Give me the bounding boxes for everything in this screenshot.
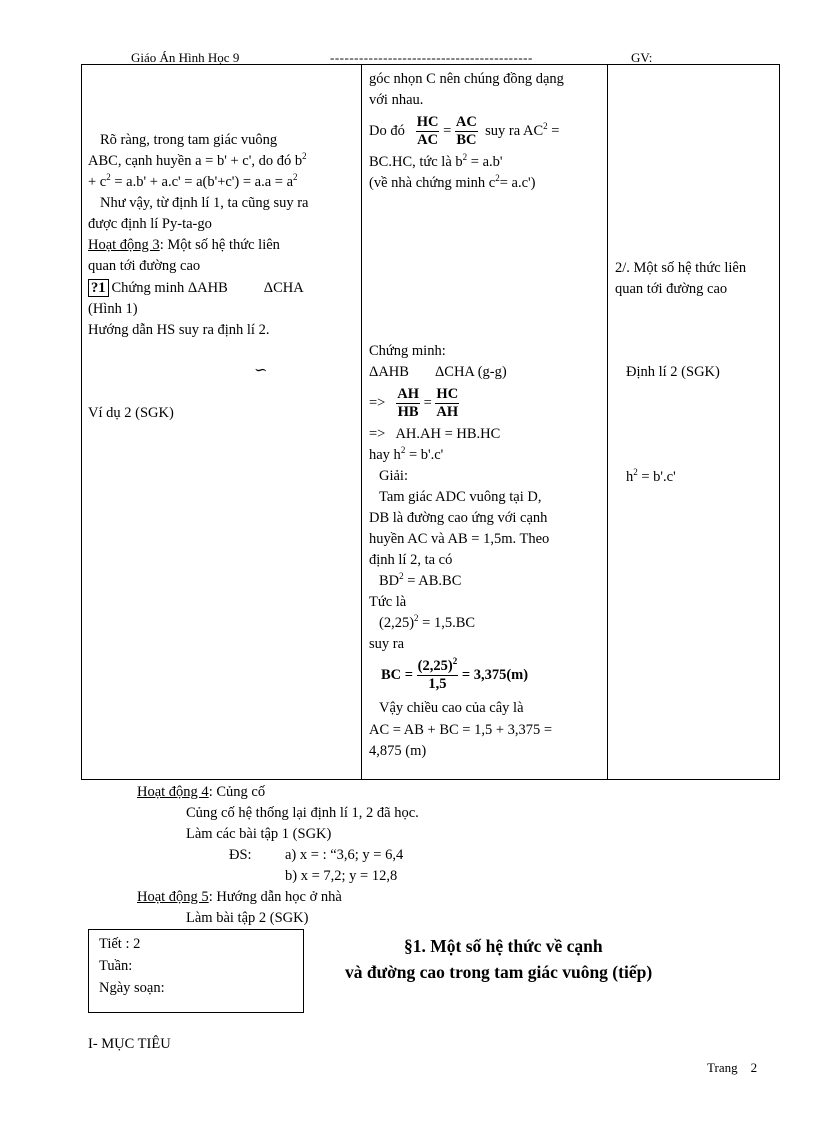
- lesson-table: [81, 64, 780, 780]
- col1-line-2: ABC, cạnh huyền a = b' + c', do đó $b^2$: [88, 151, 307, 169]
- proof-line-3: => AH.AH = HB.HC: [369, 426, 501, 442]
- activity-5-heading: Hoạt động 5: Hướng dẫn học ở nhà: [137, 889, 342, 905]
- lesson-date: Ngày soạn:: [99, 980, 165, 996]
- similar-triangles: ΔAHB ΔCHA (g-g): [369, 364, 507, 380]
- solution-label: Giải:: [379, 468, 408, 484]
- col1-line-5: được định lí Py-ta-go: [88, 216, 212, 232]
- column-divider-2: [607, 65, 608, 779]
- fraction-bc: $\frac{(2,25)^2}{1,5}$: [417, 656, 458, 693]
- proof-ratio-line: => $\frac{AH}{HB}$ = $\frac{HC}{AH}$: [369, 386, 459, 421]
- solution-line-7: $(2,25)^2 = 1,5.BC$: [379, 613, 476, 631]
- col2-line-4: BC.HC, tức là $b^2 = a.b'$: [369, 152, 503, 170]
- col1-line-4: Như vậy, từ định lí 1, ta cũng suy ra: [100, 195, 309, 211]
- col1-line-7: quan tới đường cao: [88, 258, 201, 274]
- solution-line-5: $BD^2 = AB.BC$: [379, 571, 462, 589]
- solution-line-8: suy ra: [369, 636, 405, 652]
- solution-line-3: huyền AC và AB = 1,5m. Theo: [369, 531, 550, 547]
- solution-line-2: DB là đường cao ứng với cạnh: [369, 510, 548, 526]
- solution-line-1: Tam giác ADC vuông tại D,: [379, 489, 542, 505]
- col2-ratio-line: Do đó $\frac{HC}{AC}$ = $\frac{AC}{BC}$ suy ra $AC^2$ =: [369, 114, 560, 149]
- solution-line-12: 4,875 (m): [369, 743, 427, 759]
- solution-line-10: Vậy chiều cao của cây là: [379, 700, 524, 716]
- col1-line-1: Rõ ràng, trong tam giác vuông: [100, 132, 278, 148]
- review-line: Củng cố hệ thống lại định lí 1, 2 đã học.: [186, 805, 419, 821]
- theorem-2-formula: $h^2 = b'.c'$: [626, 467, 676, 485]
- proof-label: Chứng minh:: [369, 343, 446, 359]
- section-2-heading-2: quan tới đường cao: [615, 281, 728, 297]
- answer-label: ĐS:: [229, 847, 252, 863]
- activity-4-heading: Hoạt động 4: Củng cố: [137, 784, 266, 800]
- section-2-heading-1: 2/. Một số hệ thức liên: [615, 260, 747, 276]
- fraction-ah-hb: $\frac{AH}{HB}$: [397, 386, 419, 421]
- answer-a: a) x = : “3,6; y = 6,4: [285, 847, 404, 863]
- question-box: ?1: [88, 279, 109, 297]
- question-1: ?1 Chứng minh ΔAHB ΔCHA: [88, 278, 304, 298]
- fraction-ac-bc: $\frac{AC}{BC}$: [455, 114, 477, 149]
- solution-line-11: AC = AB + BC = 1,5 + 3,375 =: [369, 722, 553, 738]
- header-title: Giáo Án Hình Học 9: [131, 50, 240, 65]
- solution-line-6: Tức là: [369, 594, 407, 610]
- footer-page: Trang 2: [707, 1060, 758, 1075]
- bc-formula: BC = $\frac{(2,25)^2}{1,5}$ = 3,375(m): [381, 656, 529, 693]
- col1-line-9: (Hình 1): [88, 301, 138, 317]
- proof-line-4: hay $h^2 = b'.c'$: [369, 445, 444, 463]
- section-objectives: I- MỤC TIÊU: [88, 1036, 171, 1052]
- col2-line-1: góc nhọn C nên chúng đồng dạng: [369, 71, 564, 87]
- lesson-info-box: [88, 929, 304, 1013]
- answer-b: b) x = 7,2; y = 12,8: [285, 868, 398, 884]
- example-2-label: Ví dụ 2 (SGK): [88, 405, 174, 421]
- similar-symbol: ∽: [254, 362, 268, 379]
- lesson-title-line-1: §1. Một số hệ thức về cạnh: [404, 936, 603, 956]
- lesson-period: Tiết : 2: [99, 936, 141, 952]
- col1-line-10: Hướng dẫn HS suy ra định lí 2.: [88, 322, 270, 338]
- col1-line-3: + $c^2 = a.b' + a.c' = a(b'+c') = a.a = a^2$: [88, 172, 298, 190]
- lesson-week: Tuần:: [99, 958, 133, 974]
- header-teacher-label: GV:: [631, 50, 653, 65]
- homework-line: Làm bài tập 2 (SGK): [186, 910, 309, 926]
- lesson-title-line-2: và đường cao trong tam giác vuông (tiếp): [345, 962, 653, 982]
- fraction-hc-ah: $\frac{HC}{AH}$: [436, 386, 459, 421]
- activity-3-heading: Hoạt động 3: Một số hệ thức liên: [88, 237, 280, 253]
- header-dashes: ------------------------------------------: [330, 50, 533, 65]
- exercise-line: Làm các bài tập 1 (SGK): [186, 826, 332, 842]
- col2-line-2: với nhau.: [369, 92, 424, 108]
- theorem-2-label: Định lí 2 (SGK): [626, 364, 720, 380]
- column-divider-1: [361, 65, 362, 779]
- fraction-hc-ac: $\frac{HC}{AC}$: [416, 114, 439, 149]
- solution-line-4: định lí 2, ta có: [369, 552, 453, 568]
- col2-line-5: (về nhà chứng minh $c^2= a.c'$): [369, 173, 536, 191]
